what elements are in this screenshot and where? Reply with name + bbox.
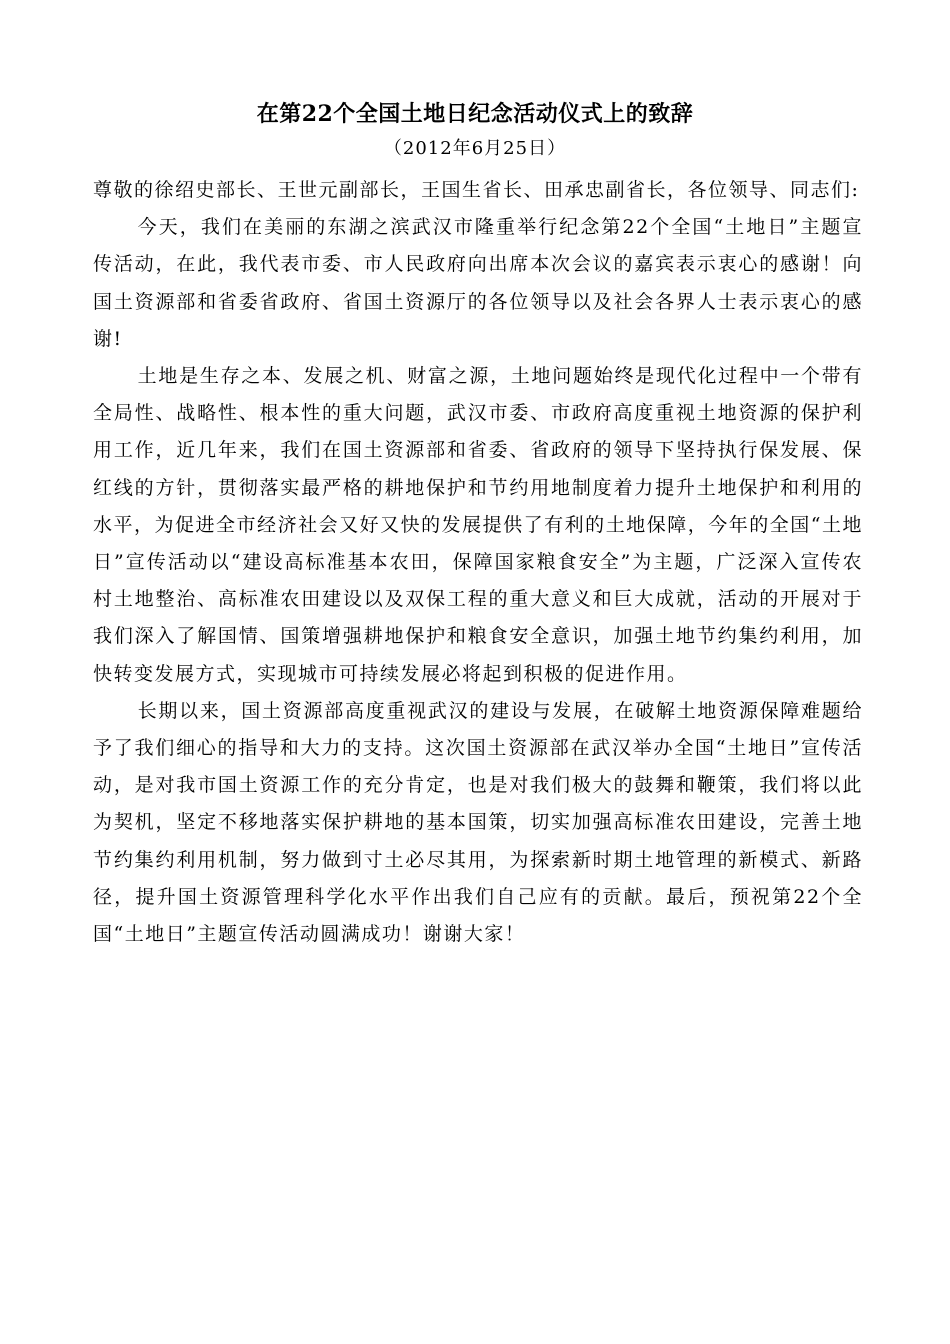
paragraph-land-protection: 土地是生存之本、发展之机、财富之源，土地问题始终是现代化过程中一个带有全局性、战略性、根本性的重大问题，武汉市委、市政府高度重视土地资源的保护利用工作，近几年来，我们在国土资源部和省委、省政府的领导下坚持执行保发展、保红线的方针，贯彻落实最严格的耕地保护和节约用地制度着力提升土地保护和利用的水平，为促进全市经济社会又好又快的发展提供了有利的土地保障，今年的全国“土地日”宣传活动以“建设高标准基本农田，保障国家粮食安全”为主题，广泛深入宣传农村土地整治、高标准农田建设以及双保工程的重大意义和巨大成就，活动的开展对于我们深入了解国情、国策增强耕地保护和粮食安全意识，加强土地节约集约利用，加快转变发展方式，实现城市可持续发展必将起到积极的促进作用。 xyxy=(93,365,863,685)
document-date: （2012年6月25日） xyxy=(383,138,567,159)
paragraph-closing: 长期以来，国土资源部高度重视武汉的建设与发展，在破解土地资源保障难题给予了我们细心的指导和大力的支持。这次国土资源部在武汉举办全国“土地日”宣传活动，是对我市国土资源工作的充分肯定，也是对我们极大的鼓舞和鞭策，我们将以此为契机，坚定不移地落实保护耕地的基本国策，切实加强高标准农田建设，完善土地节约集约利用机制，努力做到寸土必尽其用，为探索新时期土地管理的新模式、新路径，提升国土资源管理科学化水平作出我们自己应有的贡献。最后，预祝第22个全国“土地日”主题宣传活动圆满成功！谢谢大家！ xyxy=(93,699,863,946)
document-body xyxy=(93,172,863,953)
salutation: 尊敬的徐绍史部长、王世元副部长，王国生省长、田承忠副省长，各位领导、同志们: xyxy=(93,179,860,201)
paragraph-opening: 今天，我们在美丽的东湖之滨武汉市隆重举行纪念第22个全国“土地日”主题宣传活动，在此，我代表市委、市人民政府向出席本次会议的嘉宾表示衷心的感谢！向国土资源部和省委省政府、省国土资源厅的各位领导以及社会各界人士表示衷心的感谢! xyxy=(93,216,863,350)
document-title: 在第22个全国土地日纪念活动仪式上的致辞 xyxy=(256,101,694,127)
